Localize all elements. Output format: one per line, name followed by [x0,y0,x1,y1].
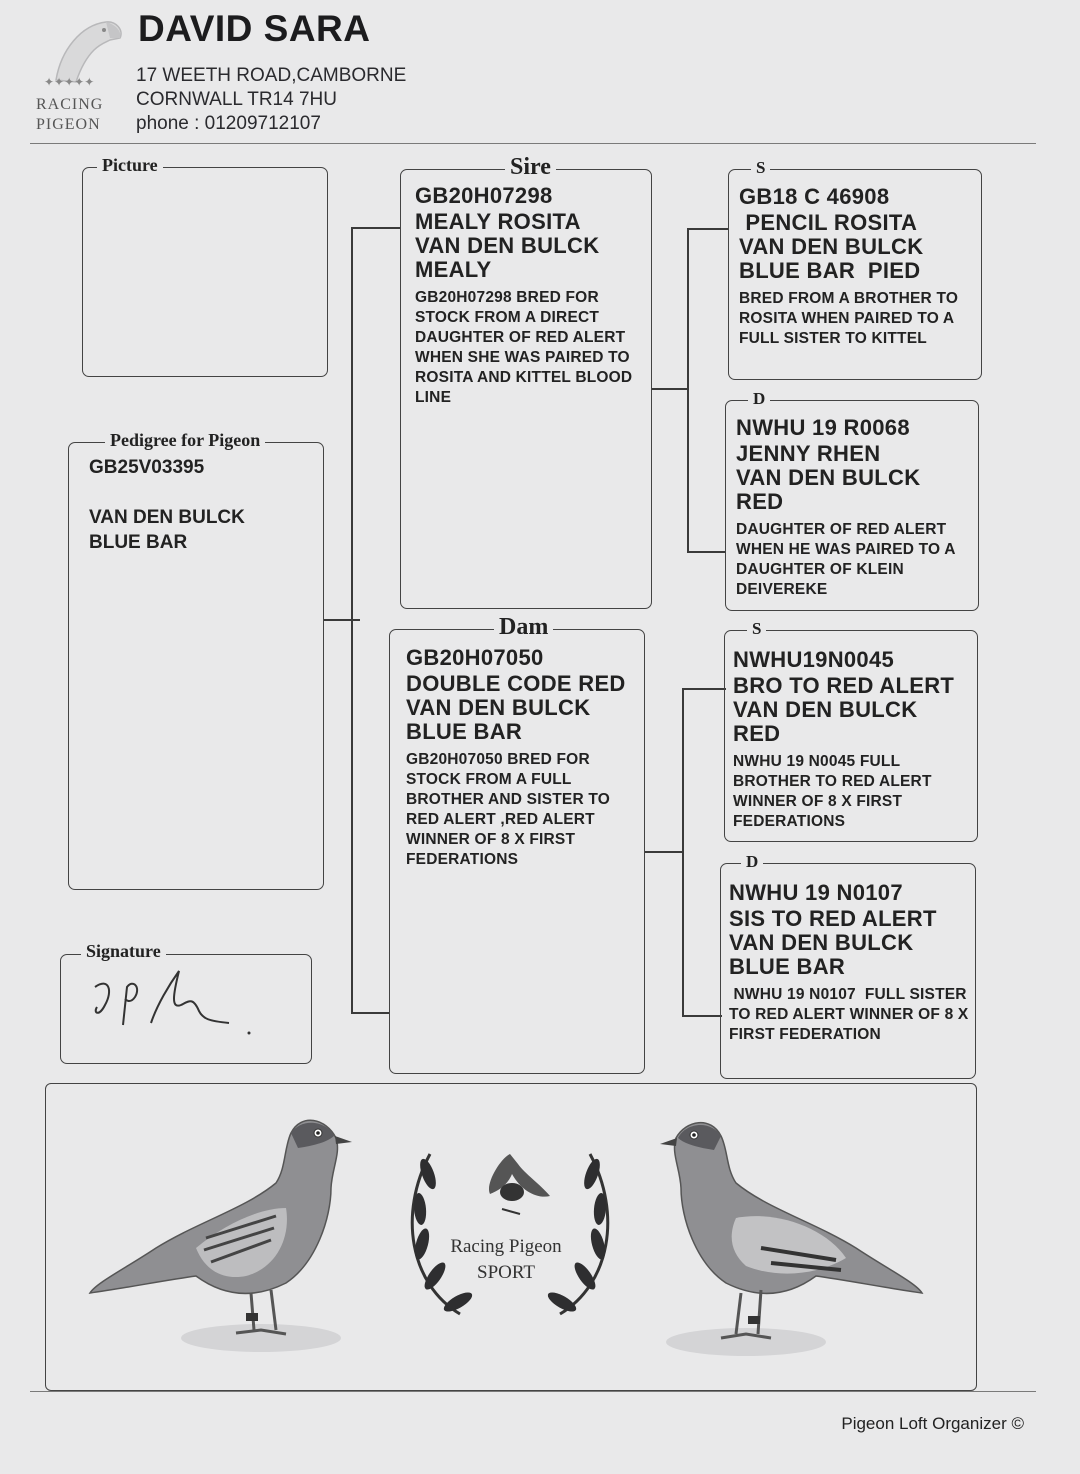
dam-colour: BLUE BAR [406,719,523,744]
pedigree-ring: GB25V03395 [89,457,205,478]
svg-text:✦✦✦✦✦: ✦✦✦✦✦ [44,75,95,89]
sire-sire-colour: BLUE BAR PIED [739,258,921,283]
footer-divider [30,1391,1036,1392]
emblem-text [426,1236,586,1284]
handwritten-signature [89,965,289,1045]
dam-dam-ring: NWHU 19 N0107 [729,880,903,905]
dam-strain: VAN DEN BULCK [406,695,591,720]
sire-strain: VAN DEN BULCK [415,233,600,258]
connector-pigeon [324,619,360,621]
address-line-1: 17 WEETH ROAD,CAMBORNE [136,65,407,86]
emblem-line-1: Racing Pigeon [450,1236,562,1257]
connector-sire-grandparents-vertical [687,228,689,552]
sire-sire-box [728,158,982,380]
footer-credit: Pigeon Loft Organizer © [841,1414,1024,1433]
pedigree-strain: VAN DEN BULCK [89,507,245,528]
phone-number: phone : 01209712107 [136,113,321,134]
sire-dam-notes: DAUGHTER OF RED ALERT WHEN HE WAS PAIRED TO A DAUGHTER OF KLEIN DEIVEREKE [736,521,956,598]
dam-sire-label: S [747,619,766,639]
dam-sire-box [724,619,978,842]
racing-pigeon-logo [36,10,126,135]
pedigree-box [68,430,324,890]
signature-label: Signature [81,941,166,962]
pigeon-banner [45,1083,977,1391]
sire-dam-box [725,389,979,611]
dam-dam-label: D [741,852,763,872]
dam-dam-name: SIS TO RED ALERT [729,906,937,931]
sire-sire-strain: VAN DEN BULCK [739,234,924,259]
logo-line-2: PIGEON [36,116,101,133]
connector-to-sire-dam [687,551,725,553]
eagle-head-icon [36,10,126,90]
dam-sire-name: BRO TO RED ALERT [733,673,955,698]
dam-sire-strain: VAN DEN BULCK [733,697,918,722]
sire-dam-colour: RED [736,489,784,514]
sire-dam-ring: NWHU 19 R0068 [736,415,910,440]
connector-dam-out [645,851,683,853]
right-pigeon-illustration [636,1098,926,1368]
dam-box [389,614,645,1074]
connector-parents-vertical [351,227,353,1013]
sire-box [400,154,652,609]
dam-ring: GB20H07050 [406,645,544,670]
sire-sire-label: S [751,158,770,178]
sire-sire-ring: GB18 C 46908 [739,184,890,209]
connector-dam-grandparents-vertical [682,688,684,1016]
connector-to-sire [351,227,401,229]
breeder-name: DAVID SARA [138,8,371,49]
dam-dam-box [720,852,976,1079]
connector-sire-out [652,388,688,390]
picture-box [82,155,328,377]
dam-notes: GB20H07050 BRED FOR STOCK FROM A FULL BROTHER AND SISTER TO RED ALERT ,RED ALERT WINNER OF 8 X FIRST FEDERATIONS [406,751,610,868]
dam-dam-strain: VAN DEN BULCK [729,930,914,955]
emblem-line-2: SPORT [477,1262,535,1283]
sire-notes: GB20H07298 BRED FOR STOCK FROM A DIRECT DAUGHTER OF RED ALERT WHEN SHE WAS PAIRED TO ROSITA AND KITTEL BLOOD LINE [415,289,633,406]
sire-name: MEALY ROSITA [415,209,581,234]
sire-dam-strain: VAN DEN BULCK [736,465,921,490]
dam-label: Dam [494,614,553,641]
dam-dam-colour: BLUE BAR [729,954,846,979]
wreath-emblem-icon [390,1114,630,1334]
header-divider [30,143,1036,144]
dam-sire-colour: RED [733,721,781,746]
dam-name: DOUBLE CODE RED [406,671,626,696]
sire-colour: MEALY [415,257,492,282]
pedigree-colour: BLUE BAR [89,532,188,553]
pedigree-label: Pedigree for Pigeon [105,430,265,451]
sire-label: Sire [505,154,556,181]
dam-dam-notes: NWHU 19 N0107 FULL SISTER TO RED ALERT WINNER OF 8 X FIRST FEDERATION [729,986,973,1043]
connector-to-sire-sire [687,228,729,230]
connector-to-dam-dam [682,1015,722,1017]
signature-box [60,941,312,1064]
sire-dam-name: JENNY RHEN [736,441,881,466]
connector-to-dam [351,1012,389,1014]
sire-sire-name: PENCIL ROSITA [739,210,918,235]
connector-to-dam-sire [682,688,726,690]
dam-sire-ring: NWHU19N0045 [733,647,895,672]
sire-ring: GB20H07298 [415,183,553,208]
sire-sire-notes: BRED FROM A BROTHER TO ROSITA WHEN PAIRED TO A FULL SISTER TO KITTEL [739,290,959,347]
sire-dam-label: D [748,389,770,409]
address-line-2: CORNWALL TR14 7HU [136,89,337,110]
dam-sire-notes: NWHU 19 N0045 FULL BROTHER TO RED ALERT WINNER OF 8 X FIRST FEDERATIONS [733,753,932,830]
left-pigeon-illustration [86,1098,376,1368]
picture-label: Picture [97,155,163,176]
logo-line-1: RACING [36,96,104,113]
